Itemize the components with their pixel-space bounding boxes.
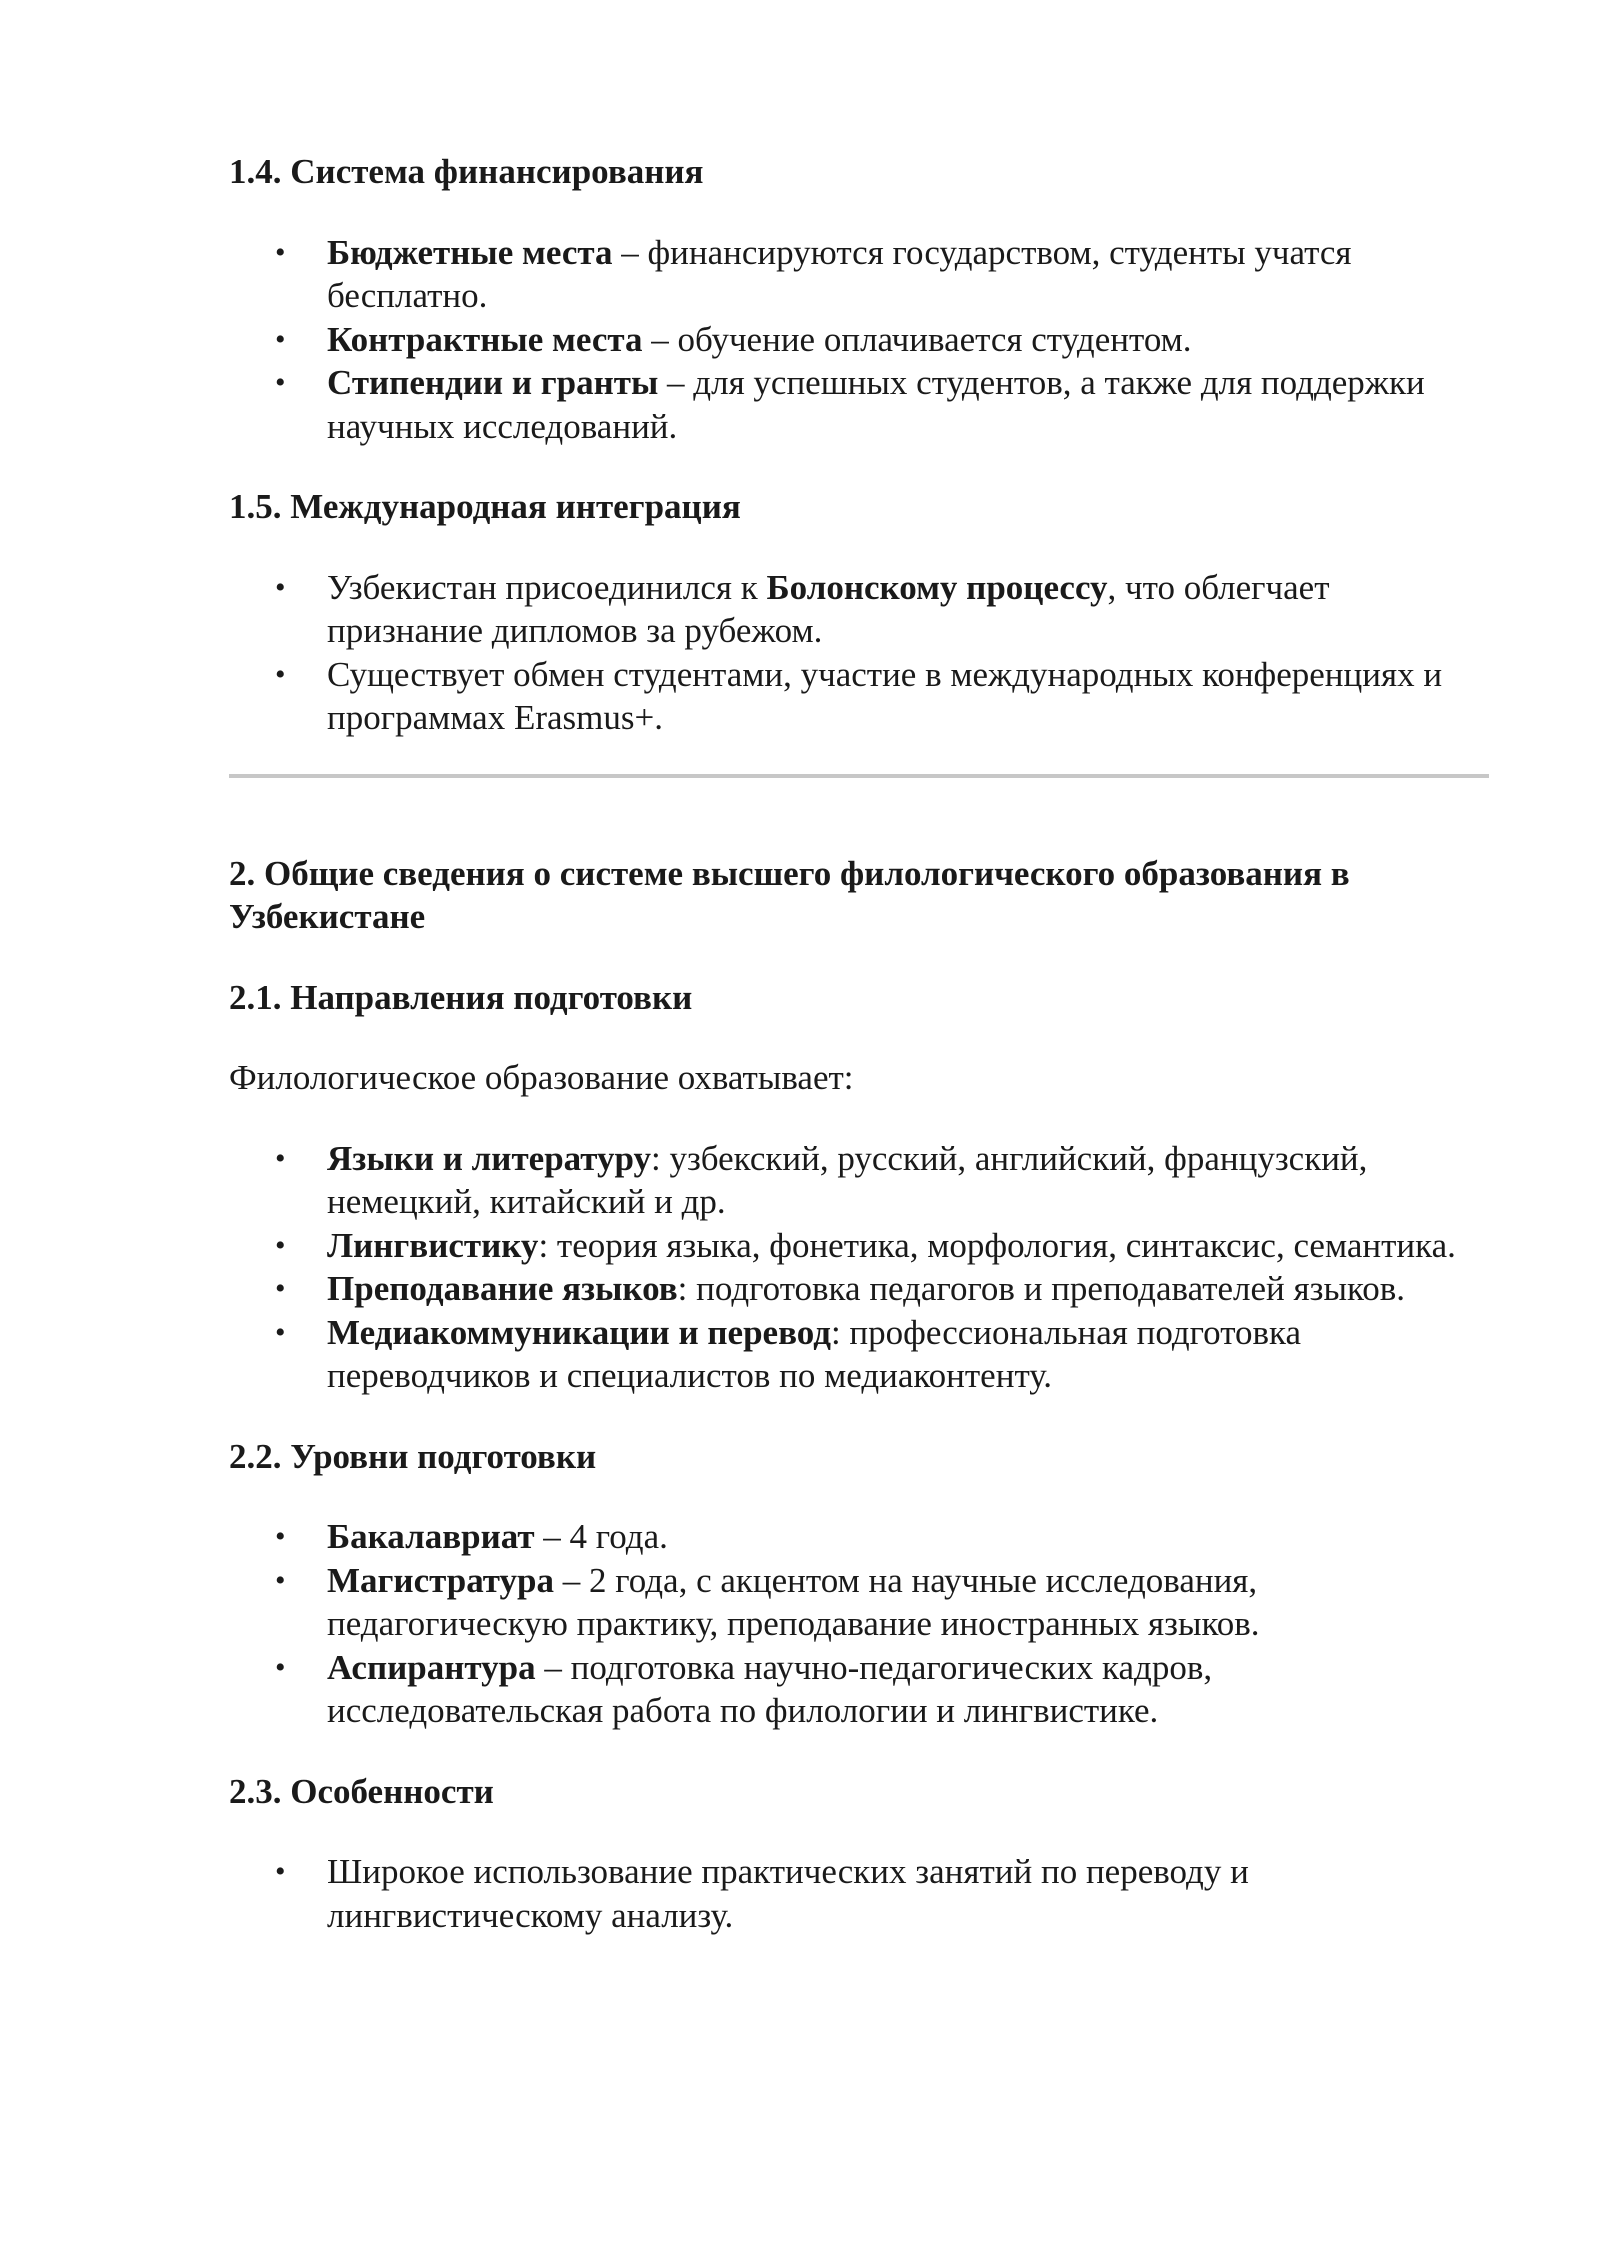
section-heading-1-5: 1.5. Международная интеграция xyxy=(229,487,741,526)
list-item-term: Преподавание языков xyxy=(327,1269,678,1308)
list-item xyxy=(229,1224,1489,1268)
list-item xyxy=(229,1646,1489,1733)
funding-list xyxy=(229,231,1489,449)
list-item xyxy=(229,361,1489,448)
list-item-text: – обучение оплачивается студентом. xyxy=(642,319,1192,359)
list-item xyxy=(229,318,1489,362)
list-item xyxy=(229,1267,1489,1311)
list-item-text: : узбекский, русский, английский, французский, немецкий, китайский и др. xyxy=(327,1138,1368,1221)
list-item-term: Языки и литературу xyxy=(327,1138,651,1178)
integration-list xyxy=(229,566,1489,740)
list-item-term: Контрактные места xyxy=(327,319,643,359)
list-item-term: Аспирантура xyxy=(327,1647,536,1687)
bullet-icon: • xyxy=(275,657,286,691)
bullet-icon: • xyxy=(275,1272,286,1305)
document-page xyxy=(229,150,1489,1937)
bullet-icon: • xyxy=(275,1650,286,1684)
bullet-icon: • xyxy=(275,1520,286,1553)
bullet-icon: • xyxy=(275,1315,286,1349)
list-item xyxy=(229,1559,1489,1646)
list-item xyxy=(229,566,1489,653)
directions-list xyxy=(229,1137,1489,1398)
list-item-term: Стипендии и гранты xyxy=(327,363,659,402)
bullet-icon: • xyxy=(275,1141,286,1175)
bullet-icon: • xyxy=(275,235,286,269)
list-item-term: Бюджетные места xyxy=(327,232,613,272)
section-heading-2-2: 2.2. Уровни подготовки xyxy=(229,1436,597,1476)
bullet-icon: • xyxy=(275,366,286,399)
list-item-text: , что облегчает признание дипломов за рубежом. xyxy=(327,567,1330,650)
list-item-term: Лингвистику xyxy=(327,1225,539,1265)
list-item xyxy=(229,653,1489,740)
features-list xyxy=(229,1850,1489,1937)
bullet-icon: • xyxy=(275,322,286,356)
list-item-text: Существует обмен студентами, участие в международных конференциях и программах Erasmus+. xyxy=(327,654,1443,737)
list-item xyxy=(229,1515,1489,1559)
levels-list xyxy=(229,1515,1489,1733)
list-item-text: – 2 года, с акцентом на научные исследования, педагогическую практику, преподавание иностранных языков. xyxy=(327,1560,1260,1643)
list-item-text: – для успешных студентов, а также для поддержки научных исследований. xyxy=(327,363,1425,446)
section-heading-1-4: 1.4. Система финансирования xyxy=(229,152,704,191)
bullet-icon: • xyxy=(275,1563,286,1597)
section-heading-2-3: 2.3. Особенности xyxy=(229,1771,494,1811)
list-item-term: Болонскому процессу xyxy=(766,567,1108,607)
list-item-text: – подготовка научно-педагогических кадров, исследовательская работа по филологии и лингвистике. xyxy=(327,1647,1213,1730)
list-item xyxy=(229,1137,1489,1224)
list-item xyxy=(229,1850,1489,1937)
section-heading-2-1: 2.1. Направления подготовки xyxy=(229,977,693,1017)
list-item-term: Медиакоммуникации и перевод xyxy=(327,1312,831,1352)
section-heading-2: 2. Общие сведения о системе высшего филологического образования в Узбекистане xyxy=(229,853,1350,936)
bullet-icon: • xyxy=(275,1855,286,1888)
list-item-text: – финансируются государством, студенты учатся бесплатно. xyxy=(327,232,1352,315)
list-item-text: : подготовка педагогов и преподавателей языков. xyxy=(677,1269,1405,1308)
list-item-text-pre: Узбекистан присоединился к xyxy=(327,567,767,607)
bullet-icon: • xyxy=(275,1228,286,1262)
list-item-text: : профессиональная подготовка переводчиков и специалистов по медиаконтенту. xyxy=(327,1312,1302,1395)
list-item-text: – 4 года. xyxy=(534,1517,668,1556)
list-item-term: Бакалавриат xyxy=(327,1517,535,1556)
list-item xyxy=(229,1311,1489,1398)
list-item xyxy=(229,231,1489,318)
list-item-text: Широкое использование практических занятий по переводу и лингвистическому анализу. xyxy=(327,1852,1249,1935)
section-intro: Филологическое образование охватывает: xyxy=(229,1058,854,1097)
list-item-text: : теория языка, фонетика, морфология, синтаксис, семантика. xyxy=(538,1225,1456,1265)
bullet-icon: • xyxy=(275,570,286,604)
list-item-term: Магистратура xyxy=(327,1560,555,1600)
